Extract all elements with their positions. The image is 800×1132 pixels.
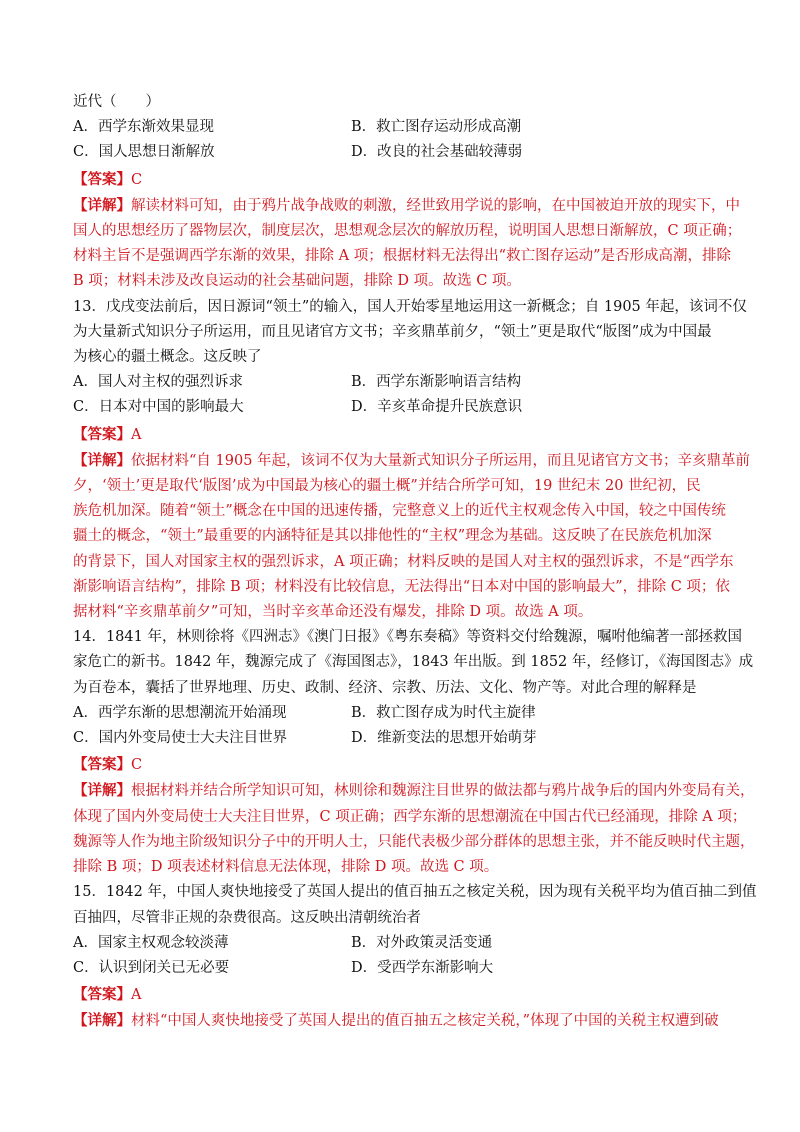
option-b: B．对外政策灵活变通	[351, 934, 493, 951]
option-c: C．日本对中国的影响最大	[73, 399, 244, 416]
explanation-line: B 项；材料未涉及改良运动的社会基础问题，排除 D 项。故选 C 项。	[73, 273, 521, 290]
question-stem-line: 14．1841 年，林则徐将《四洲志》《澳门日报》《粤东奏稿》等资料交付给魏源，嘱咐他编著一部拯救国	[73, 629, 742, 646]
answer-label: 【答案】	[73, 986, 131, 1004]
explanation-line: 根据材料并结合所学知识可知，林则徐和魏源注目世界的做法都与鸦片战争后的国内外变局有关，	[131, 783, 755, 800]
option-d: D．辛亥革命提升民族意识	[351, 399, 523, 416]
explanation-line: 渐影响语言结构”，排除 B 项；材料没有比较信息，无法得出“日本对中国的影响最大”，排除 C 项；依	[73, 578, 730, 595]
answer-line	[73, 422, 733, 448]
option-a: A．国家主权观念较淡薄	[73, 934, 229, 951]
explanation-line: 材料“中国人爽快地接受了英国人提出的值百抽五之核定关税，”体现了中国的关税主权遭到破	[131, 1013, 719, 1030]
question-13	[73, 295, 751, 626]
option-c: C．国人思想日渐解放	[73, 144, 215, 161]
question-12	[73, 90, 742, 295]
question-stem-line: 家危亡的新书。1842 年，魏源完成了《海国图志》，1843 年出版。到 1852 年，经修订，《海国图志》成	[73, 654, 754, 671]
explanation	[73, 448, 751, 625]
explanation-line: 夕，‘领土’更是取代‘版图’成为中国最为核心的疆土概”并结合所学可知，19 世纪末 20 世纪初，民	[73, 478, 701, 495]
option-b: B．西学东渐影响语言结构	[351, 374, 522, 391]
option-b: B．救亡图存成为时代主旋律	[351, 704, 536, 721]
answer-value: C	[131, 757, 143, 774]
answer-line	[73, 752, 733, 778]
explanation	[73, 1008, 733, 1034]
option-row	[73, 726, 733, 751]
answer-line	[73, 982, 733, 1008]
answer-label: 【答案】	[73, 170, 131, 188]
question-stem-line: 为百卷本，囊括了世界地理、历史、政制、经济、宗教、历法、文化、物产等。对此合理的解释是	[73, 679, 697, 696]
explanation-line: 依据材料“自 1905 年起，该词不仅为大量新式知识分子所运用，而且见诸官方文书；辛亥鼎革前	[131, 452, 751, 469]
answer-value: C	[131, 171, 143, 188]
option-a: A．西学东渐的思想潮流开始涌现	[73, 704, 287, 721]
detail-label: 【详解】	[73, 1012, 131, 1030]
question-stem-line: 13．戊戌变法前后，因日源词“领土”的输入，国人开始零星地运用这一新概念；自 1905 年起，该词不仅	[73, 298, 747, 315]
option-a: A．国人对主权的强烈诉求	[73, 374, 243, 391]
explanation-line: 疆土的概念，“领土”最重要的内涵特征是其以排他性的“主权”理念为基础。这反映了在民族危机加深	[73, 528, 712, 545]
option-d: D．改良的社会基础较薄弱	[351, 144, 523, 161]
answer-label: 【答案】	[73, 425, 131, 443]
question-stem-line: 为核心的疆土概念。这反映了	[73, 349, 262, 366]
explanation-line: 的背景下，国人对国家主权的强烈诉求，A 项正确；材料反映的是国人对主权的强烈诉求，不是“西学东	[73, 553, 734, 570]
option-b: B．救亡图存运动形成高潮	[351, 119, 522, 136]
option-row	[73, 701, 733, 726]
explanation-line: 排除 B 项；D 项表述材料信息无法体现，排除 D 项。故选 C 项。	[73, 859, 499, 876]
document-page	[73, 90, 757, 1035]
option-row	[73, 395, 733, 420]
detail-label: 【详解】	[73, 451, 131, 469]
option-d: D．维新变法的思想开始萌芽	[351, 730, 537, 747]
detail-label: 【详解】	[73, 196, 131, 214]
question-stem-line: 为大量新式知识分子所运用，而且见诸官方文书；辛亥鼎革前夕，“领土”更是取代“版图”成为中国最	[73, 323, 712, 340]
answer-value: A	[131, 987, 142, 1004]
explanation-line: 魏源等人作为地主阶级知识分子中的开明人士，只能代表极少部分群体的思想主张，并不能反映时代主题，	[73, 833, 755, 850]
option-row	[73, 115, 733, 140]
explanation	[73, 193, 742, 295]
option-c: C．认识到闭关已无必要	[73, 959, 230, 976]
option-row	[73, 370, 733, 395]
question-stem-line: 15．1842 年，中国人爽快地接受了英国人提出的值百抽五之核定关税，因为现有关税平均为值百抽二到值	[73, 884, 757, 901]
question-stem-line: 百抽四，尽管非正规的杂费很高。这反映出清朝统治者	[73, 909, 421, 926]
option-row	[73, 140, 733, 165]
question-stem-line: 近代（ ）	[73, 94, 160, 110]
answer-line	[73, 167, 733, 193]
option-row	[73, 931, 733, 956]
option-d: D．受西学东渐影响大	[351, 959, 494, 976]
option-a: A．西学东渐效果显现	[73, 119, 214, 136]
option-c: C．国内外变局使士大夫注目世界	[73, 730, 288, 747]
explanation-line: 解读材料可知，由于鸦片战争战败的刺激，经世致用学说的影响，在中国被迫开放的现实下，中	[131, 197, 740, 214]
detail-label: 【详解】	[73, 782, 131, 800]
option-row	[73, 956, 733, 981]
question-14	[73, 625, 755, 880]
explanation-line: 据材料“辛亥鼎革前夕”可知，当时辛亥革命还没有爆发，排除 D 项。故选 A 项。	[73, 604, 593, 621]
question-15	[73, 880, 757, 1034]
explanation-line: 体现了国内外变局使士大夫注目世界，C 项正确；西学东渐的思想潮流在中国古代已经涌现，排除 A 项；	[73, 808, 747, 825]
answer-label: 【答案】	[73, 756, 131, 774]
answer-value: A	[131, 426, 142, 443]
explanation-line: 族危机加深。随着“领土”概念在中国的迅速传播，完整意义上的近代主权观念传入中国，较之中国传统	[73, 503, 726, 520]
explanation	[73, 778, 755, 880]
explanation-line: 材料主旨不是强调西学东渐的效果，排除 A 项；根据材料无法得出“救亡图存运动”是否形成高潮，排除	[73, 248, 732, 265]
explanation-line: 国人的思想经历了器物层次，制度层次，思想观念层次的解放历程，说明国人思想日渐解放，C 项正确；	[73, 223, 742, 240]
